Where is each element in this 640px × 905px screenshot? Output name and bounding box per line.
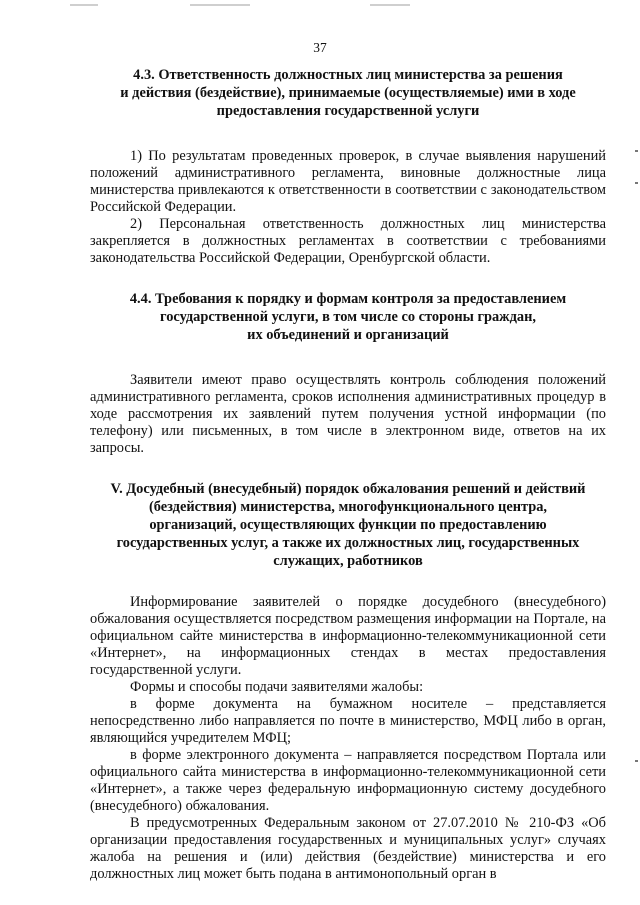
heading-line: служащих, работников: [273, 553, 423, 569]
heading-line: их объединений и организаций: [247, 327, 449, 343]
heading-line: государственной услуги, в том числе со стороны граждан,: [160, 309, 536, 325]
scan-artifact: [635, 760, 638, 762]
scan-artifact: [635, 182, 638, 184]
paragraph: Информирование заявителей о порядке досудебного (внесудебного) обжалования осуществляется посредством размещения информации на Портале, на официальном сайте министерства в информационно-телекоммуникационной сети «Интернет», на информационных стендах в местах предоставления государственной услуги.: [90, 594, 606, 678]
document-body: [90, 66, 606, 883]
heading-line: 4.4. Требования к порядку и формам контроля за предоставлением: [129, 291, 567, 307]
section-4-4-title: [90, 290, 606, 344]
heading-line: государственных услуг, а также их должностных лиц, государственных: [116, 535, 580, 551]
section-5-title: [90, 480, 606, 570]
heading-line: V. Досудебный (внесудебный) порядок обжалования решений и действий: [110, 481, 586, 497]
paragraph: в форме документа на бумажном носителе – представляется непосредственно либо направляется по почте в министерство, МФЦ либо в орган, являющийся учредителем МФЦ;: [90, 696, 606, 746]
paragraph: 1) По результатам проведенных проверок, в случае выявления нарушений положений административного регламента, виновные должностные лица министерства привлекаются к ответственности в соответствии с законодательством Российской Федерации.: [90, 148, 606, 215]
paragraph: Заявители имеют право осуществлять контроль соблюдения положений административного регламента, сроков исполнения административных процедур в ходе рассмотрения их заявлений путем получения устной информации (по телефону) или письменных, в том числе в электронном виде, ответов на их запросы.: [90, 372, 606, 456]
scan-artifact: [70, 4, 98, 6]
paragraph: Формы и способы подачи заявителями жалобы:: [130, 679, 424, 695]
paragraph: 2) Персональная ответственность должностных лиц министерства закрепляется в должностных регламентах в соответствии с требованиями законодательства Российской Федерации, Оренбургской области.: [90, 216, 606, 266]
heading-line: 4.3. Ответственность должностных лиц министерства за решения: [133, 67, 563, 83]
paragraph: в форме электронного документа – направляется посредством Портала или официального сайта министерства в информационно-телекоммуникационной сети «Интернет», а также через федеральную информационную систему досудебного (внесудебного) обжалования.: [90, 747, 606, 814]
paragraph: В предусмотренных Федеральным законом от 27.07.2010 № 210-ФЗ «Об организации предоставления государственных и муниципальных услуг» случаях жалоба на решения и (или) действия (бездействие) министерства и его должностных лиц может быть подана в антимонопольный орган в: [90, 815, 606, 882]
scan-artifact: [635, 150, 638, 152]
heading-line: организаций, осуществляющих функции по предоставлению: [149, 517, 547, 533]
heading-line: предоставления государственной услуги: [216, 103, 480, 119]
scan-artifact: [190, 4, 250, 6]
scan-artifact: [370, 4, 410, 6]
section-4-3-title: [90, 66, 606, 120]
page-number: 37: [313, 40, 327, 55]
heading-line: и действия (бездействие), принимаемые (осуществляемые) ими в ходе: [120, 85, 576, 101]
heading-line: (бездействия) министерства, многофункционального центра,: [148, 499, 548, 515]
